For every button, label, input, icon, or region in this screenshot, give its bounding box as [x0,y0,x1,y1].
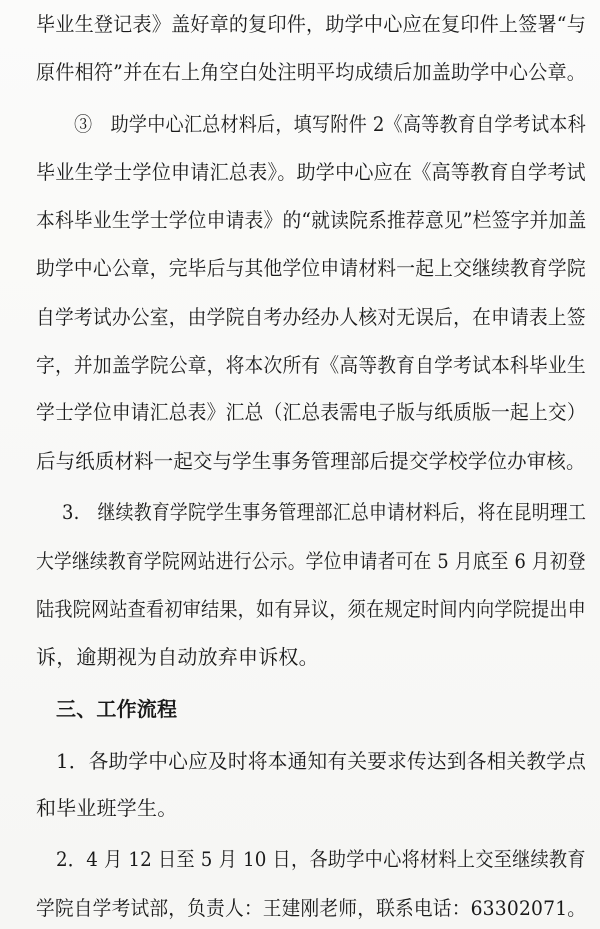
text-line: ③ 助学中心汇总材料后，填写附件 2《高等教育自学考试本科 [74,112,586,137]
text-line: 2．4 月 12 日至 5 月 10 日，各助学中心将材料上交至继续教育 [56,847,586,872]
text-line: 大学继续教育学院网站进行公示。学位申请者可在 5 月底至 6 月初登 [36,548,586,573]
text-line: 陆我院网站查看初审结果，如有异议，须在规定时间内向学院提出申 [36,597,587,622]
text-line: 本科毕业生学士学位申请表》的“就读院系推荐意见”栏签字并加盖 [36,207,587,232]
text-line: 学院自学考试部，负责人：王建刚老师，联系电话：63302071。 [36,896,587,920]
text-line: 毕业生登记表》盖好章的复印件，助学中心应在复印件上签署“与 [36,11,587,36]
text-line: 3. 继续教育学院学生事务管理部汇总申请材料后，将在昆明理工 [62,500,587,525]
text-line: 诉，逾期视为自动放弃申诉权。 [36,645,319,670]
text-line: 后与纸质材料一起交与学生事务管理部后提交学校学位办审核。 [36,448,586,473]
text-line: 字，并加盖学院公章，将本次所有《高等教育自学考试本科毕业生 [36,352,586,377]
text-line: 学士学位申请汇总表》汇总（汇总表需电子版与纸质版一起上交） [36,400,586,425]
text-line: 和毕业班学生。 [36,796,178,821]
text-line: 1．各助学中心应及时将本通知有关要求传达到各相关教学点 [56,748,587,773]
text-line: 毕业生学士学位申请汇总表》。助学中心应在《高等教育自学考试 [36,160,586,184]
section-heading: 三、工作流程 [56,697,178,722]
text-line: 原件相符”并在右上角空白处注明平均成绩后加盖助学中心公章。 [36,60,587,85]
text-line: 自学考试办公室，由学院自考办经办人核对无误后，在申请表上签 [36,304,586,329]
text-line: 助学中心公章，完毕后与其他学位申请材料一起上交继续教育学院 [36,256,586,281]
